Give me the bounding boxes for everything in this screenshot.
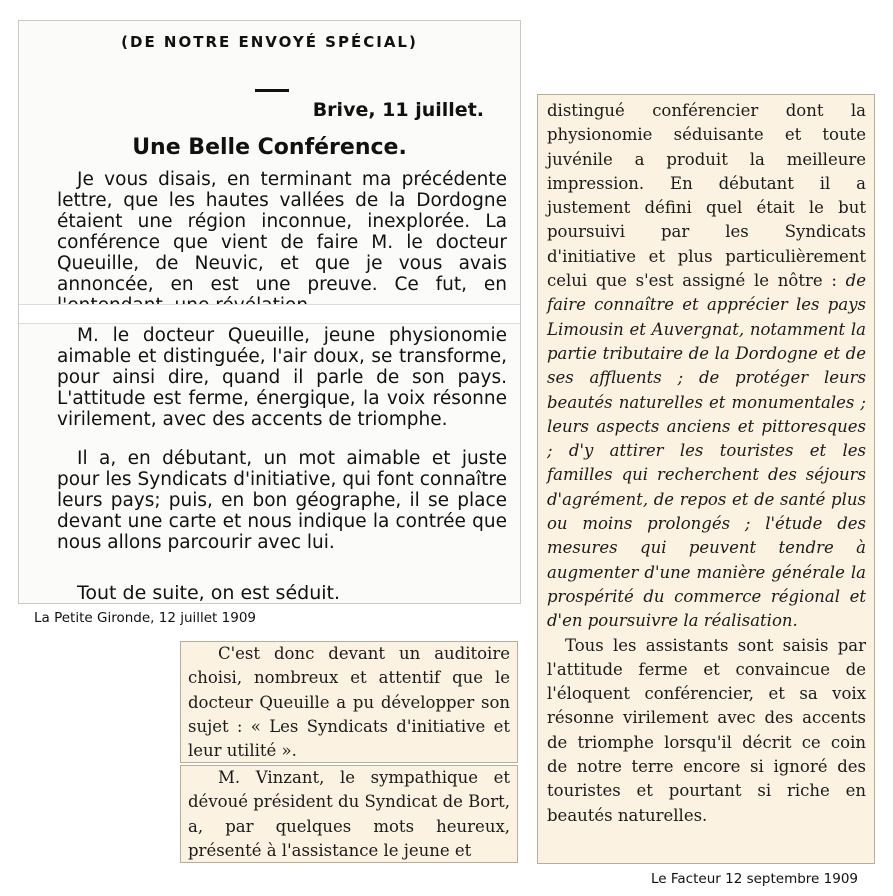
article-title: Une Belle Conférence. <box>132 135 407 160</box>
facteur-clipping-c <box>537 94 875 864</box>
facteur-italic-goals: de faire connaître et apprécier les pays Limousin et Auvergnat, notamment la partie tributaire de la Dordogne et de ses affluents ; de protéger leurs beautés naturelles et monumentales ; leurs aspects anciens et pittoresques ; d'y attirer les touristes et les familles qui recherchent des séjours d'agrément, de repos et de santé plus ou moins prolongés ; l'étude des mesures qui peuvent tendre à augmenter d'une manière générale la prospérité du commerce régional et d'en poursuivre la réalisation. <box>547 271 866 631</box>
gironde-paragraph-3: Il a, en débutant, un mot aimable et juste pour les Syndicats d'initiative, qui font connaître leurs pays; puis, en bon géographe, il se place devant une carte et nous indique la contrée que nous allons parcourir avec lui. <box>57 448 507 553</box>
gironde-paragraph-4: Tout de suite, on est séduit. <box>77 582 341 604</box>
facteur-plain-text: distingué conférencier dont la physionomie séduisante et toute juvénile a produit la meilleure impression. En débutant il a justement défini quel était le but poursuivi par les Syndicats d'initiative et plus particulièrement celui que s'est assigné le nôtre : <box>547 101 866 291</box>
facteur-paragraph-auditoire: C'est donc devant un auditoire choisi, nombreux et attentif que le docteur Queuille a pu développer son sujet : « Les Syndicats d'initiative et leur utilité ». <box>188 644 510 761</box>
special-envoy-header: (DE NOTRE ENVOYÉ SPÉCIAL) <box>121 33 418 51</box>
gironde-caption: La Petite Gironde, 12 juillet 1909 <box>34 610 256 626</box>
facteur-caption: Le Facteur 12 septembre 1909 <box>651 871 859 887</box>
petite-gironde-clipping <box>18 20 521 604</box>
facteur-paragraph-vinzant: M. Vinzant, le sympathique et dévoué président du Syndicat de Bort, a, par quelques mots heureux, présenté à l'assistance le jeune et <box>188 768 510 860</box>
facteur-paragraph-conferencier <box>547 99 866 634</box>
facteur-clipping-b <box>180 765 518 863</box>
header-divider <box>255 89 289 92</box>
dateline: Brive, 11 juillet. <box>312 99 484 121</box>
gironde-paragraph-1: Je vous disais, en terminant ma précédente lettre, que les hautes vallées de la Dordogne étaient une région inconnue, inexplorée. La conférence que vient de faire M. le docteur Queuille, de Neuvic, et que je vous avais annoncée, en est une preuve. Ce fut, en <box>57 169 507 295</box>
clipping-cut-line <box>19 304 520 324</box>
gironde-paragraph-2: M. le docteur Queuille, jeune physionomie aimable et distinguée, l'air doux, se transforme, pour ainsi dire, quand il parle de son pays. L'attitude est ferme, énergique, la voix résonne virilement, avec des accents de triomphe. <box>57 325 507 430</box>
facteur-clipping-a <box>180 641 518 763</box>
facteur-paragraph-assistants: Tous les assistants sont saisis par l'attitude ferme et convaincue de l'éloquent conférencier, et sa voix résonne virilement avec des accents de triomphe lorsqu'il décrit ce coin de notre terre encore si ignoré des touristes et pourtant si riche en beautés naturelles. <box>547 635 866 825</box>
